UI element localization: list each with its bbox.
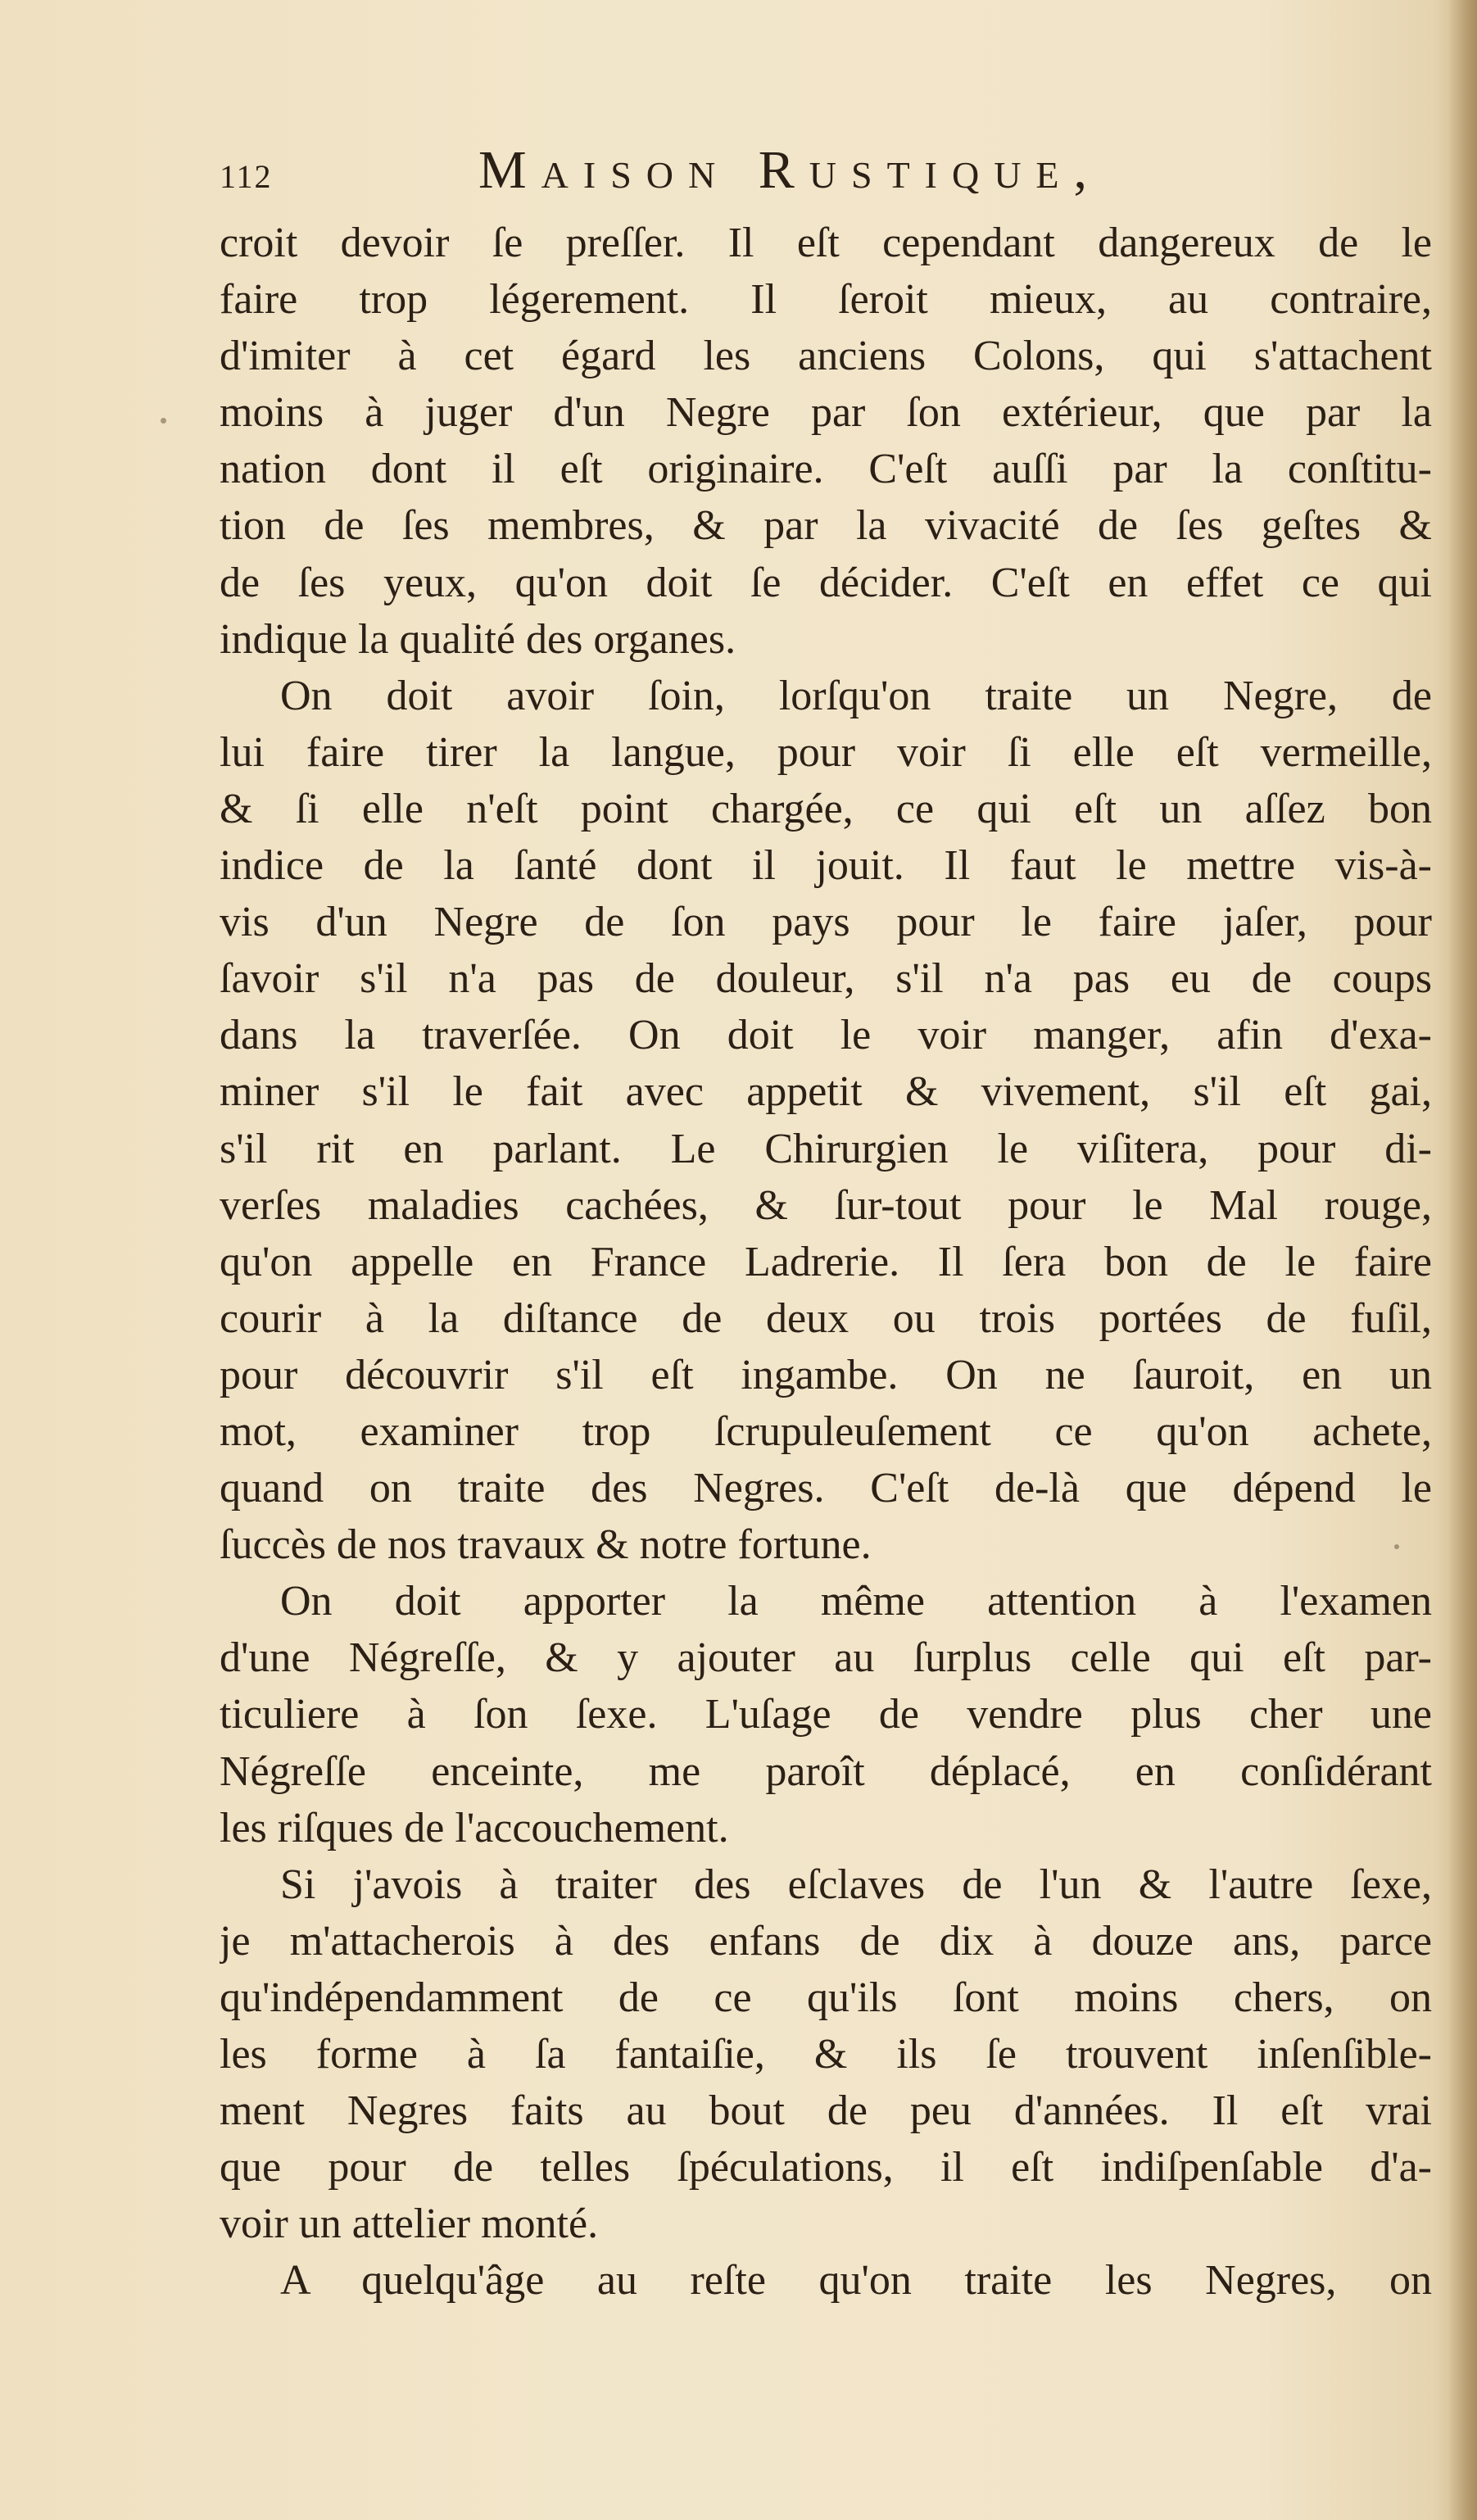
text-line: les forme à ſa fantaiſie, & ils ſe trouvent inſenſible-	[220, 2031, 1432, 2078]
text-line: miner s'il le fait avec appetit & vivement, s'il eſt gai,	[220, 1068, 1432, 1116]
text-line: pour découvrir s'il eſt ingambe. On ne ſauroit, en un	[220, 1351, 1432, 1398]
text-line: indice de la ſanté dont il jouit. Il faut le mettre vis-à-	[220, 842, 1432, 890]
text-line: qu'indépendamment de ce qu'ils ſont moins chers, on	[220, 1974, 1432, 2021]
text-block	[220, 139, 1432, 2309]
text-line: ticuliere à ſon ſexe. L'uſage de vendre plus cher une	[220, 1691, 1432, 1738]
text-line: dans la traverſée. On doit le voir manger, afin d'exa-	[220, 1012, 1432, 1059]
text-line: courir à la diſtance de deux ou trois portées de fuſil,	[220, 1294, 1432, 1342]
paragraph-start-line: On doit avoir ſoin, lorſqu'on traite un Negre, de	[280, 672, 1432, 719]
text-line: verſes maladies cachées, & ſur-tout pour le Mal rouge,	[220, 1181, 1432, 1229]
paragraph-start-line: A quelqu'âge au reſte qu'on traite les Negres, on	[280, 2257, 1432, 2305]
text-line: indique la qualité des organes.	[220, 615, 736, 663]
running-title: Maison Rustique,	[478, 140, 1103, 200]
text-line: mot, examiner trop ſcrupuleuſement ce qu'on achete,	[220, 1407, 1432, 1455]
book-spine-edge	[1449, 0, 1477, 2520]
text-line: les riſques de l'accouchement.	[220, 1804, 729, 1851]
text-line: s'il rit en parlant. Le Chirurgien le viſitera, pour di-	[220, 1125, 1432, 1172]
text-line: ment Negres faits au bout de peu d'années. Il eſt vrai	[220, 2087, 1432, 2135]
page-number: 112	[220, 158, 273, 195]
text-line: ſavoir s'il n'a pas de douleur, s'il n'a pas eu de coups	[220, 955, 1432, 1003]
text-line: de ſes yeux, qu'on doit ſe décider. C'eſt en effet ce qui	[220, 559, 1432, 606]
text-line: ſuccès de nos travaux & notre fortune.	[220, 1521, 872, 1569]
text-line: voir un attelier monté.	[220, 2200, 599, 2248]
text-line: je m'attacherois à des enfans de dix à douze ans, parce	[220, 1917, 1432, 1965]
paragraph-start-line: On doit apporter la même attention à l'examen	[280, 1578, 1432, 1625]
text-line: d'imiter à cet égard les anciens Colons, qui s'attachent	[220, 333, 1432, 380]
running-header	[220, 139, 1432, 213]
text-line: & ſi elle n'eſt point chargée, ce qui eſt un aſſez bon	[220, 785, 1432, 832]
paragraph-start-line: Si j'avois à traiter des eſclaves de l'un & l'autre ſexe,	[280, 1861, 1432, 1908]
text-line: d'une Négreſſe, & y ajouter au ſurplus celle qui eſt par-	[220, 1634, 1432, 1682]
text-line: tion de ſes membres, & par la vivacité de ſes geſtes &	[220, 502, 1432, 550]
text-line: moins à juger d'un Negre par ſon extérieur, que par la	[220, 389, 1432, 437]
text-line: nation dont il eſt originaire. C'eſt auſſi par la conſtitu-	[220, 446, 1432, 493]
text-line: lui faire tirer la langue, pour voir ſi elle eſt vermeille,	[220, 728, 1432, 776]
text-line: faire trop légerement. Il ſeroit mieux, au contraire,	[220, 276, 1432, 324]
text-line: qu'on appelle en France Ladrerie. Il ſera bon de le faire	[220, 1238, 1432, 1285]
text-line: quand on traite des Negres. C'eſt de-là que dépend le	[220, 1465, 1432, 1512]
text-line: que pour de telles ſpéculations, il eſt indiſpenſable d'a-	[220, 2144, 1432, 2191]
text-line: Négreſſe enceinte, me paroît déplacé, en conſidérant	[220, 1747, 1432, 1795]
paper-speck	[161, 418, 166, 424]
text-line: croit devoir ſe preſſer. Il eſt cependant dangereux de le	[220, 220, 1432, 266]
text-line: vis d'un Negre de ſon pays pour le faire jaſer, pour	[220, 899, 1432, 946]
